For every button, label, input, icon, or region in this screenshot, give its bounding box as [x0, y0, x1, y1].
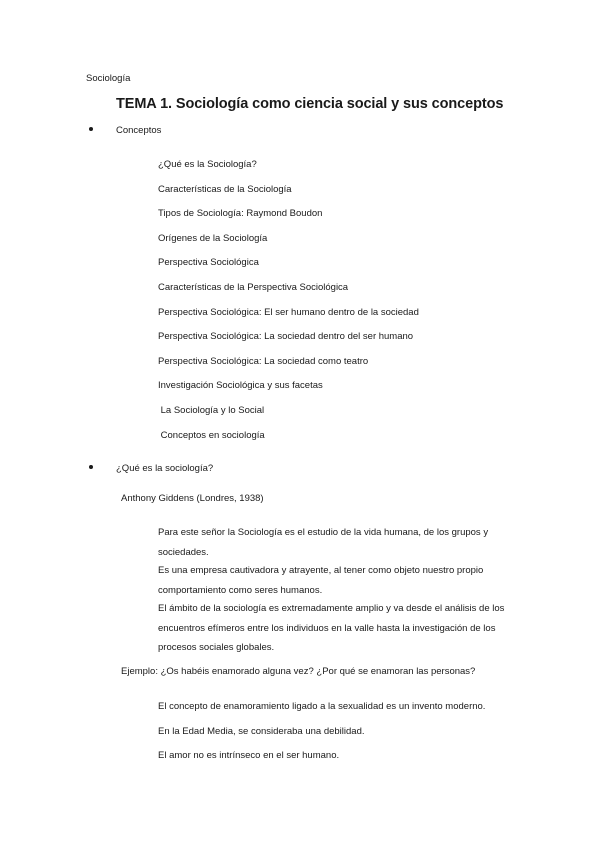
concept-list [158, 159, 419, 454]
list-item: Perspectiva Sociológica: El ser humano dentro de la sociedad [158, 306, 419, 318]
example-point-3: El amor no es intrínseco en el ser humano. [158, 750, 340, 761]
bullet-what-is [89, 463, 213, 474]
list-item: Orígenes de la Sociología [158, 232, 268, 244]
bullet-icon [89, 465, 93, 469]
paragraph-2: Es una empresa cautivadora y atrayente, al tener como objeto nuestro propio comportamiento como seres humanos. [158, 565, 484, 596]
bullet-concepts [89, 125, 161, 136]
list-item: Perspectiva Sociológica: La sociedad como teatro [158, 355, 369, 367]
list-item: Investigación Sociológica y sus facetas [158, 380, 323, 392]
list-item: Conceptos en sociología [158, 429, 265, 441]
bullet-icon [89, 127, 93, 131]
example-point-2: En la Edad Media, se consideraba una debilidad. [158, 726, 365, 737]
bullet-concepts-label: Conceptos [116, 125, 162, 136]
paragraph-1: Para este señor la Sociología es el estudio de la vida humana, de los grupos y sociedades. [158, 527, 489, 558]
paragraph-3: El ámbito de la sociología es extremadamente amplio y va desde el análisis de los encuentros efímeros entre los individuos en la valle hasta la investigación de los procesos sociales globales. [158, 603, 505, 653]
list-item: ¿Qué es la Sociología? [158, 159, 257, 170]
page-title: TEMA 1. Sociología como ciencia social y sus conceptos [116, 96, 504, 112]
list-item: Características de la Sociología [158, 183, 292, 195]
example-question: Ejemplo: ¿Os habéis enamorado alguna vez? ¿Por qué se enamoran las personas? [121, 666, 476, 677]
bullet-what-is-label: ¿Qué es la sociología? [116, 463, 214, 474]
list-item: La Sociología y lo Social [158, 404, 265, 416]
author-line: Anthony Giddens (Londres, 1938) [121, 493, 264, 504]
list-item: Perspectiva Sociológica: La sociedad dentro del ser humano [158, 331, 414, 343]
list-item: Características de la Perspectiva Sociológica [158, 281, 349, 293]
document-header: Sociología [86, 73, 131, 84]
example-point-1: El concepto de enamoramiento ligado a la sexualidad es un invento moderno. [158, 701, 486, 712]
list-item: Tipos de Sociología: Raymond Boudon [158, 208, 323, 220]
list-item: Perspectiva Sociológica [158, 257, 259, 269]
